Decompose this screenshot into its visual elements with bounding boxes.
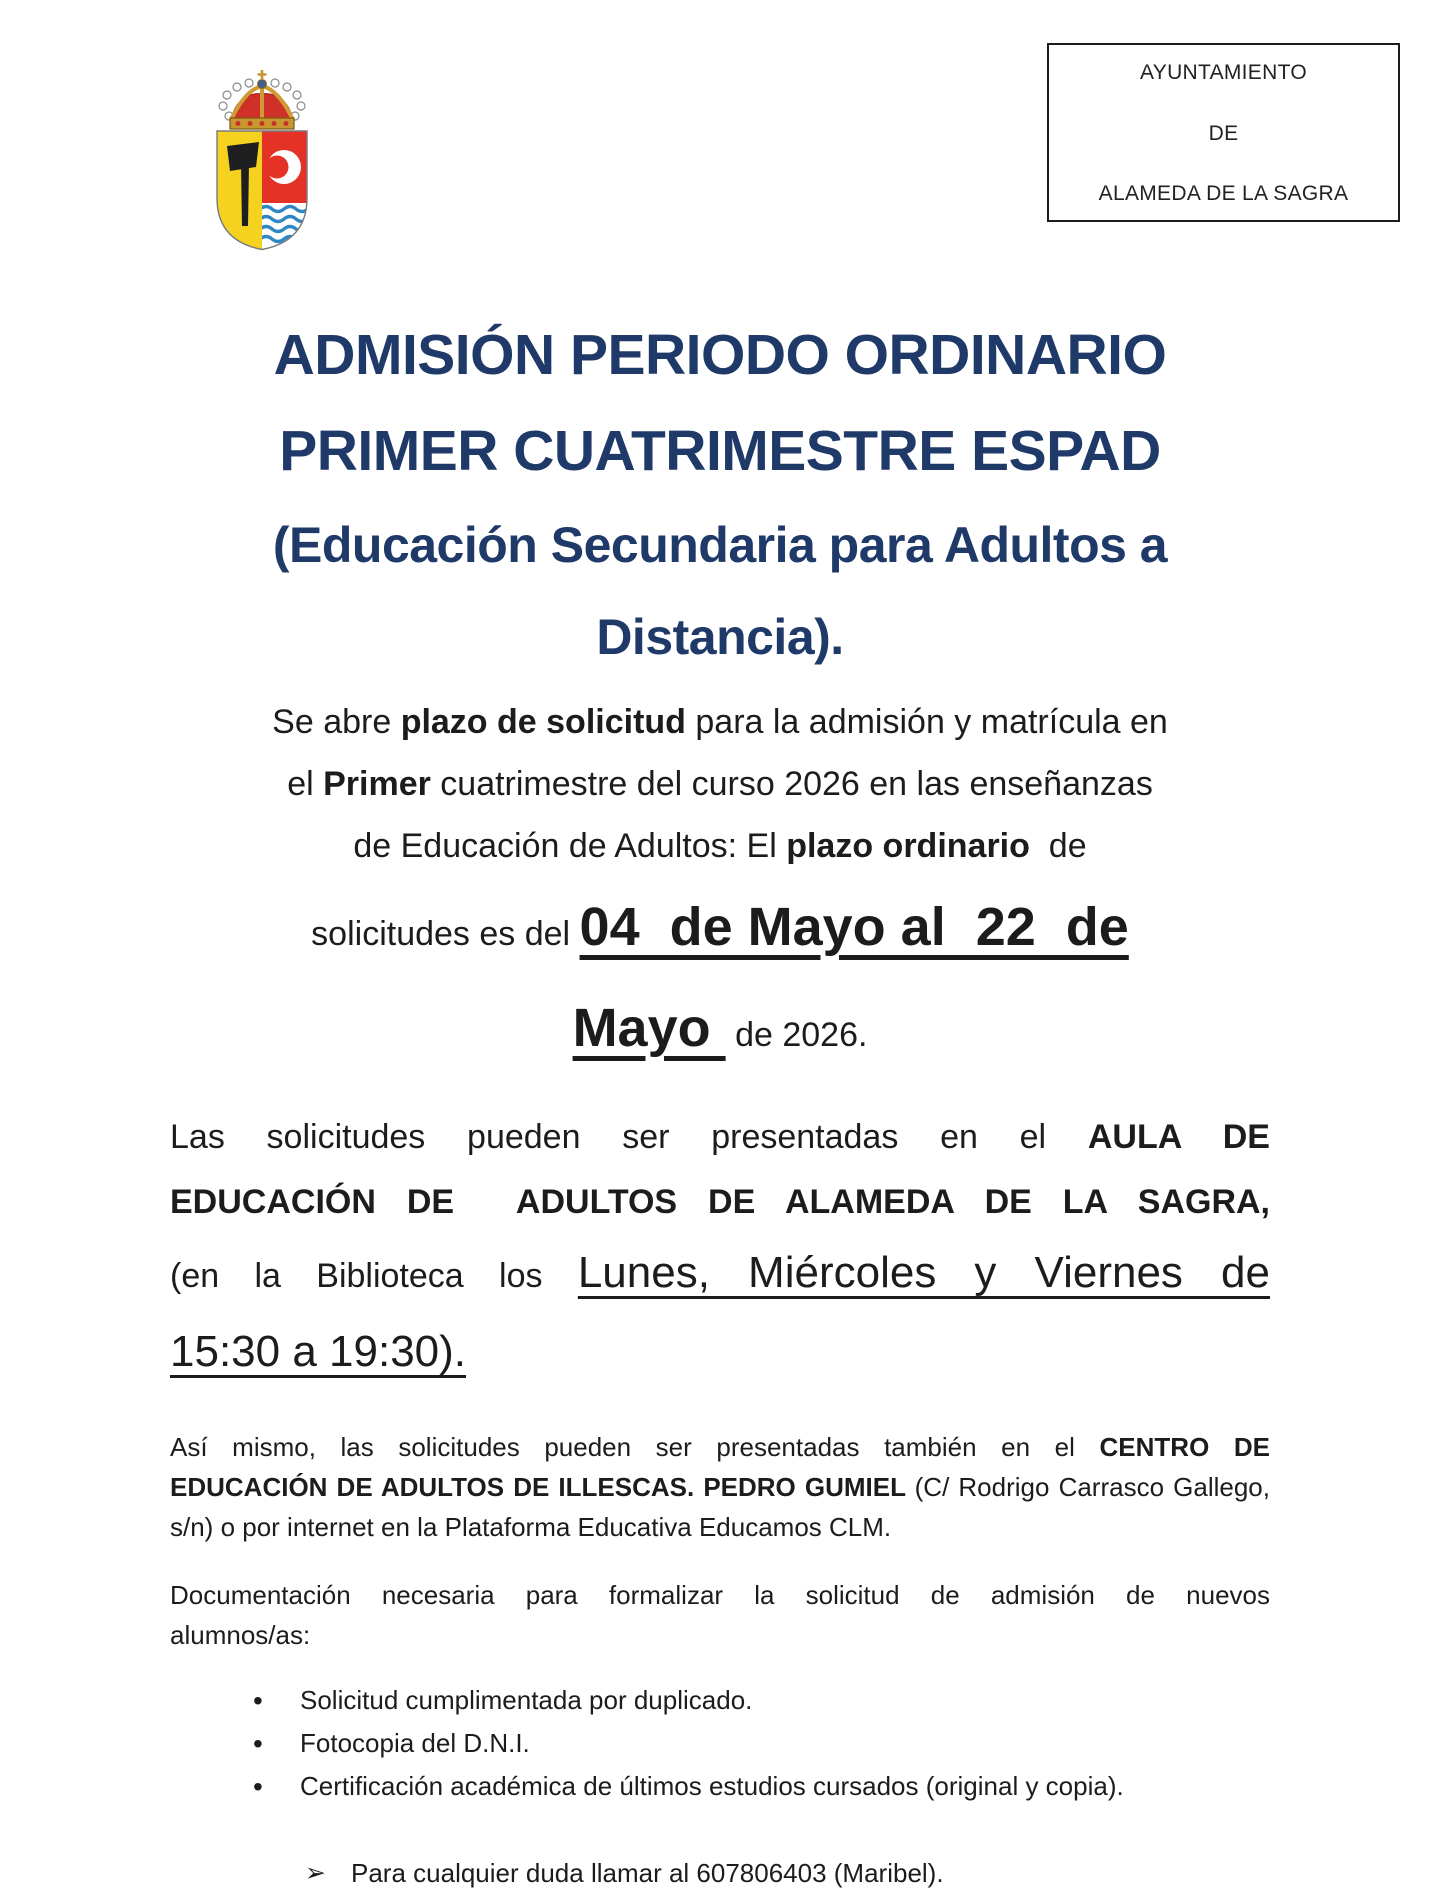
aula-paragraph bbox=[170, 1105, 1270, 1393]
text-line bbox=[170, 753, 1270, 815]
header-box-line: DE bbox=[1208, 121, 1239, 145]
text-line bbox=[170, 984, 1270, 1079]
text-line bbox=[170, 1235, 1270, 1314]
text-segment: Así mismo, las solicitudes pueden ser presentadas también en el bbox=[170, 1432, 1100, 1462]
text-segment: Primer bbox=[323, 765, 431, 803]
arrow-bullet-icon: ➢ bbox=[305, 1859, 326, 1887]
text-segment: Documentación necesaria para formalizar la solicitud de admisión de nuevos bbox=[170, 1580, 1270, 1610]
text-segment: AULA DE bbox=[1087, 1118, 1270, 1156]
text-segment: solicitudes es del bbox=[311, 915, 580, 953]
bullet-icon: • bbox=[253, 1771, 263, 1802]
text-segment: Mayo bbox=[572, 998, 726, 1058]
text-segment: alumnos/as: bbox=[170, 1620, 311, 1650]
text-segment: cuatrimestre del curso 2026 en las enseñanzas bbox=[430, 765, 1153, 803]
contact-note-text: Para cualquier duda llamar al 607806403 (Maribel). bbox=[351, 1858, 944, 1888]
text-segment: Se abre bbox=[272, 703, 401, 741]
header-box bbox=[1047, 43, 1400, 222]
text-segment: Lunes, Miércoles y Viernes de bbox=[577, 1248, 1270, 1297]
contact-note bbox=[170, 1852, 1270, 1893]
illescas-paragraph bbox=[170, 1427, 1270, 1547]
bullet-text: Fotocopia del D.N.I. bbox=[300, 1728, 530, 1758]
header-box-line: ALAMEDA DE LA SAGRA bbox=[1098, 182, 1349, 205]
subtitle-line: Distancia). bbox=[596, 609, 844, 665]
text-line bbox=[170, 1467, 1270, 1507]
text-segment: (en la Biblioteca los bbox=[170, 1257, 578, 1295]
text-line bbox=[170, 815, 1270, 877]
list-item bbox=[253, 1722, 1270, 1765]
text-segment: 15:30 a 19:30). bbox=[170, 1327, 467, 1376]
bullet-icon: • bbox=[253, 1685, 263, 1716]
bullet-icon: • bbox=[253, 1728, 263, 1759]
header-box-line: AYUNTAMIENTO bbox=[1140, 61, 1307, 84]
title-line: ADMISIÓN PERIODO ORDINARIO bbox=[273, 323, 1167, 387]
text-line bbox=[170, 1507, 1270, 1547]
subtitle-line: (Educación Secundaria para Adultos a bbox=[272, 517, 1168, 573]
text-segment: EDUCACIÓN DE ADULTOS DE ALAMEDA DE LA SAGRA, bbox=[170, 1183, 1270, 1221]
text-segment: Las solicitudes pueden ser presentadas en el bbox=[170, 1118, 1088, 1156]
text-line bbox=[170, 1170, 1270, 1235]
text-segment: de Educación de Adultos: El bbox=[353, 827, 787, 865]
text-line bbox=[170, 1575, 1270, 1615]
text-segment: CENTRO DE bbox=[1099, 1432, 1271, 1462]
requirements-list bbox=[170, 1679, 1270, 1808]
bullet-text: Solicitud cumplimentada por duplicado. bbox=[300, 1685, 753, 1715]
text-line bbox=[170, 1105, 1270, 1170]
coat-of-arms-icon bbox=[207, 70, 317, 252]
text-segment: plazo ordinario bbox=[786, 827, 1030, 865]
text-segment: para la admisión y matrícula en bbox=[685, 703, 1168, 741]
text-segment: 04 de Mayo al 22 de bbox=[579, 897, 1129, 957]
intro-paragraph bbox=[170, 691, 1270, 1079]
list-item bbox=[253, 1765, 1270, 1808]
document-body bbox=[170, 307, 1270, 1893]
text-line bbox=[170, 1427, 1270, 1467]
text-segment: de 2026. bbox=[725, 1016, 868, 1054]
text-line bbox=[170, 877, 1270, 984]
text-segment: (C/ Rodrigo Carrasco Gallego, bbox=[914, 1472, 1270, 1502]
text-line bbox=[170, 1615, 1270, 1655]
list-item bbox=[253, 1679, 1270, 1722]
text-line bbox=[170, 691, 1270, 753]
text-segment: el bbox=[287, 765, 324, 803]
document-header bbox=[0, 0, 1440, 255]
title-line: PRIMER CUATRIMESTRE ESPAD bbox=[279, 419, 1161, 483]
documentation-paragraph bbox=[170, 1575, 1270, 1655]
text-segment: de bbox=[1029, 827, 1087, 865]
text-segment: s/n) o por internet en la Plataforma Educativa Educamos CLM. bbox=[170, 1512, 892, 1542]
text-line bbox=[170, 1314, 1270, 1393]
text-segment: EDUCACIÓN DE ADULTOS DE ILLESCAS. PEDRO GUMIEL bbox=[170, 1472, 915, 1502]
bullet-text: Certificación académica de últimos estudios cursados (original y copia). bbox=[300, 1771, 1124, 1801]
document-title bbox=[170, 307, 1270, 683]
text-segment: plazo de solicitud bbox=[400, 703, 686, 741]
